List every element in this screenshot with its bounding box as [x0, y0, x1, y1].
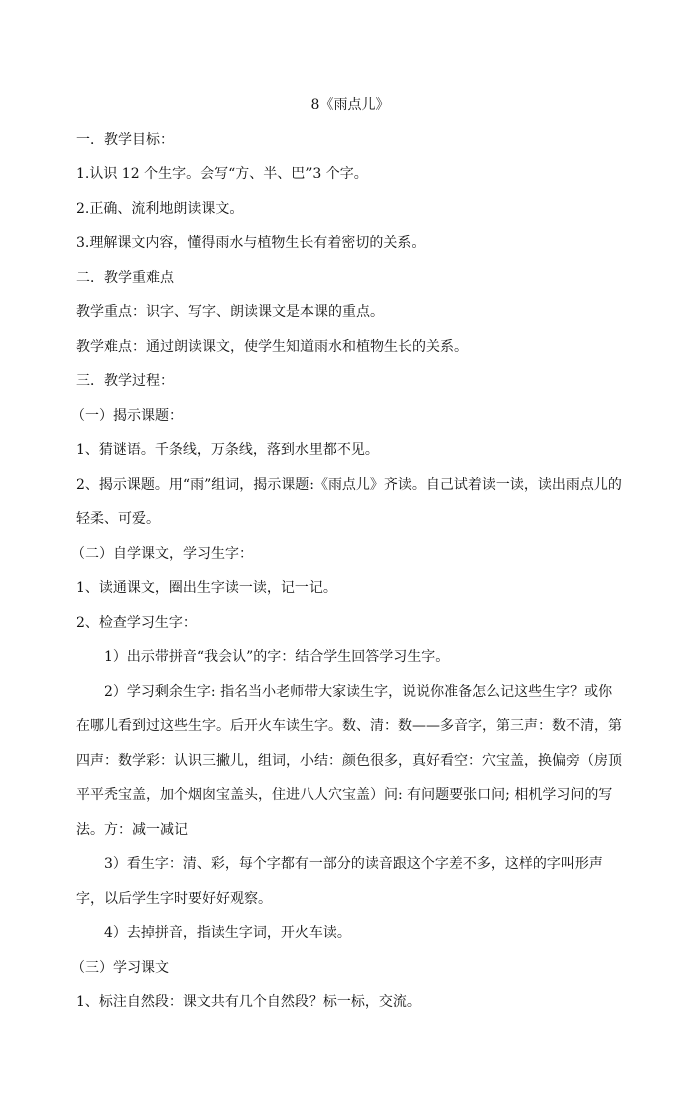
subsection-heading: （三）学习课文 — [71, 959, 169, 976]
process-substep: 2）学习剩余生字: 指名当小老师带大家读生字，说说你准备怎么记这些生字？或你在哪儿看到过这些生字。后开火车读生字。数、清：数——多音字，第三声：数不清，第四声：数学彩：认识三撇儿，组词，小结：颜色很多，真好看空：穴宝盖，换偏旁（房顶平平秃宝盖，加个烟囱宝盖头，住进八人穴宝盖）问: 有问题要张口问; 相机学习问的写法。方：减一减记 — [76, 683, 622, 838]
process-substep: 1）出示带拼音“我会认”的字：结合学生回答学习生字。 — [104, 649, 450, 665]
process-substep: 3）看生字：清、彩，每个字都有一部分的读音跟这个字差不多，这样的字叫形声字，以后学生字时要好好观察。 — [76, 856, 603, 907]
section-heading: 二．教学重难点 — [76, 269, 174, 286]
objective-item: 3.理解课文内容，懂得雨水与植物生长有着密切的关系。 — [76, 235, 426, 251]
section-heading: 一．教学目标： — [76, 131, 174, 148]
process-substep: 4）去掉拼音，指读生字词，开火车读。 — [104, 925, 351, 941]
process-step: 1、标注自然段：课文共有几个自然段？标一标，交流。 — [76, 994, 421, 1010]
process-step: 2、揭示课题。用“雨”组词，揭示课题:《雨点儿》齐读。自己试着读一读，读出雨点儿的轻柔、可爱。 — [76, 476, 622, 527]
difficulty-point: 教学难点：通过朗读课文，使学生知道雨水和植物生长的关系。 — [76, 338, 468, 355]
process-step: 1、读通课文，圈出生字读一读，记一记。 — [76, 580, 337, 596]
process-step: 2、检查学习生字： — [76, 614, 197, 631]
process-step: 1、猜谜语。千条线，万条线，落到水里都不见。 — [76, 442, 379, 458]
document-body — [71, 88, 624, 1020]
section-heading: 三．教学过程： — [76, 373, 174, 389]
page-title: 8《雨点儿》 — [310, 97, 390, 113]
subsection-heading: （一）揭示课题： — [71, 407, 183, 424]
objective-item: 2.正确、流利地朗读课文。 — [76, 200, 244, 217]
objective-item: 1.认识 12 个生字。会写“方、半、巴”3 个字。 — [76, 166, 368, 182]
subsection-heading: （二）自学课文，学习生字： — [71, 545, 253, 562]
key-point: 教学重点：识字、写字、朗读课文是本课的重点。 — [76, 304, 384, 320]
